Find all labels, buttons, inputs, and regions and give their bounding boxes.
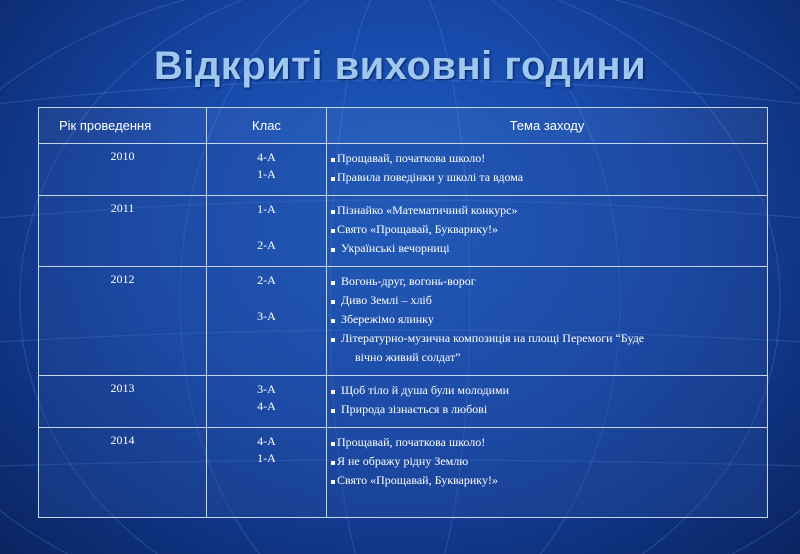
list-item [331, 433, 763, 452]
cell-class [207, 376, 327, 428]
cell-class [207, 428, 327, 518]
list-item [331, 168, 763, 187]
bullet-icon [331, 300, 335, 304]
topic-text: Правила поведінки у школі та вдома [337, 170, 524, 184]
bullet-icon [331, 158, 335, 162]
topic-text: Пізнайко «Математичний конкурс» [337, 203, 518, 217]
list-item [331, 310, 763, 329]
table-row [39, 376, 768, 428]
list-item [331, 149, 763, 168]
topic-text: Прощавай, початкова школо! [337, 151, 486, 165]
cell-topic [327, 376, 768, 428]
list-item [331, 201, 763, 220]
bullet-icon [331, 461, 335, 465]
topic-text: Збережімо ялинку [341, 312, 434, 326]
table-row [39, 428, 768, 518]
class-label: 1-А [257, 167, 276, 181]
list-item [331, 400, 763, 419]
cell-class [207, 196, 327, 267]
list-item [331, 329, 763, 348]
bullet-icon [331, 281, 335, 285]
class-label: 2-А [257, 238, 276, 252]
topic-text: Свято «Прощавай, Букварику!» [337, 222, 498, 236]
bullet-icon [331, 409, 335, 413]
list-item [331, 291, 763, 310]
cell-class [207, 144, 327, 196]
bullet-icon [331, 390, 335, 394]
cell-year: 2014 [39, 428, 207, 518]
bullet-icon [331, 177, 335, 181]
class-label: 3-А [257, 309, 276, 323]
list-item [331, 452, 763, 471]
list-item [331, 220, 763, 239]
class-label: 2-А [257, 273, 276, 287]
header-year: Рік проведення [39, 108, 207, 144]
bullet-icon [331, 319, 335, 323]
class-label: 4-А [257, 150, 276, 164]
bullet-icon [331, 248, 335, 252]
list-item [331, 239, 763, 258]
bullet-icon [331, 480, 335, 484]
topic-text: Диво Землі – хліб [341, 293, 432, 307]
topic-text-continued: вічно живий солдат” [355, 350, 461, 364]
cell-topic [327, 144, 768, 196]
cell-topic [327, 428, 768, 518]
cell-topic [327, 267, 768, 376]
list-item [331, 381, 763, 400]
class-label: 1-А [257, 202, 276, 216]
cell-year: 2012 [39, 267, 207, 376]
topic-text: Щоб тіло й душа були молодими [341, 383, 510, 397]
class-label: 4-А [257, 399, 276, 413]
list-item [331, 272, 763, 291]
bullet-icon [331, 229, 335, 233]
cell-topic [327, 196, 768, 267]
table-header-row [39, 108, 768, 144]
cell-year: 2013 [39, 376, 207, 428]
class-label: 4-А [257, 434, 276, 448]
cell-year: 2011 [39, 196, 207, 267]
header-topic: Тема заходу [327, 108, 768, 144]
events-table [38, 107, 768, 518]
cell-year: 2010 [39, 144, 207, 196]
topic-text: Свято «Прощавай, Букварику!» [337, 473, 498, 487]
header-class: Клас [207, 108, 327, 144]
cell-class [207, 267, 327, 376]
class-label: 3-А [257, 382, 276, 396]
topic-text: Українські вечорниці [341, 241, 450, 255]
table-row [39, 267, 768, 376]
table-row [39, 144, 768, 196]
bullet-icon [331, 210, 335, 214]
bullet-icon [331, 442, 335, 446]
topic-text: Вогонь-друг, вогонь-ворог [341, 274, 476, 288]
topic-text: Природа зізнається в любові [341, 402, 488, 416]
bullet-icon [331, 338, 335, 342]
topic-text: Я не ображу рідну Землю [337, 454, 469, 468]
topic-text: Літературно-музична композиція на площі Перемоги “Буде [341, 331, 645, 345]
table-row [39, 196, 768, 267]
topic-text: Прощавай, початкова школо! [337, 435, 486, 449]
slide-title: Відкриті виховні години [153, 44, 647, 88]
list-item [331, 471, 763, 490]
class-label: 1-А [257, 451, 276, 465]
